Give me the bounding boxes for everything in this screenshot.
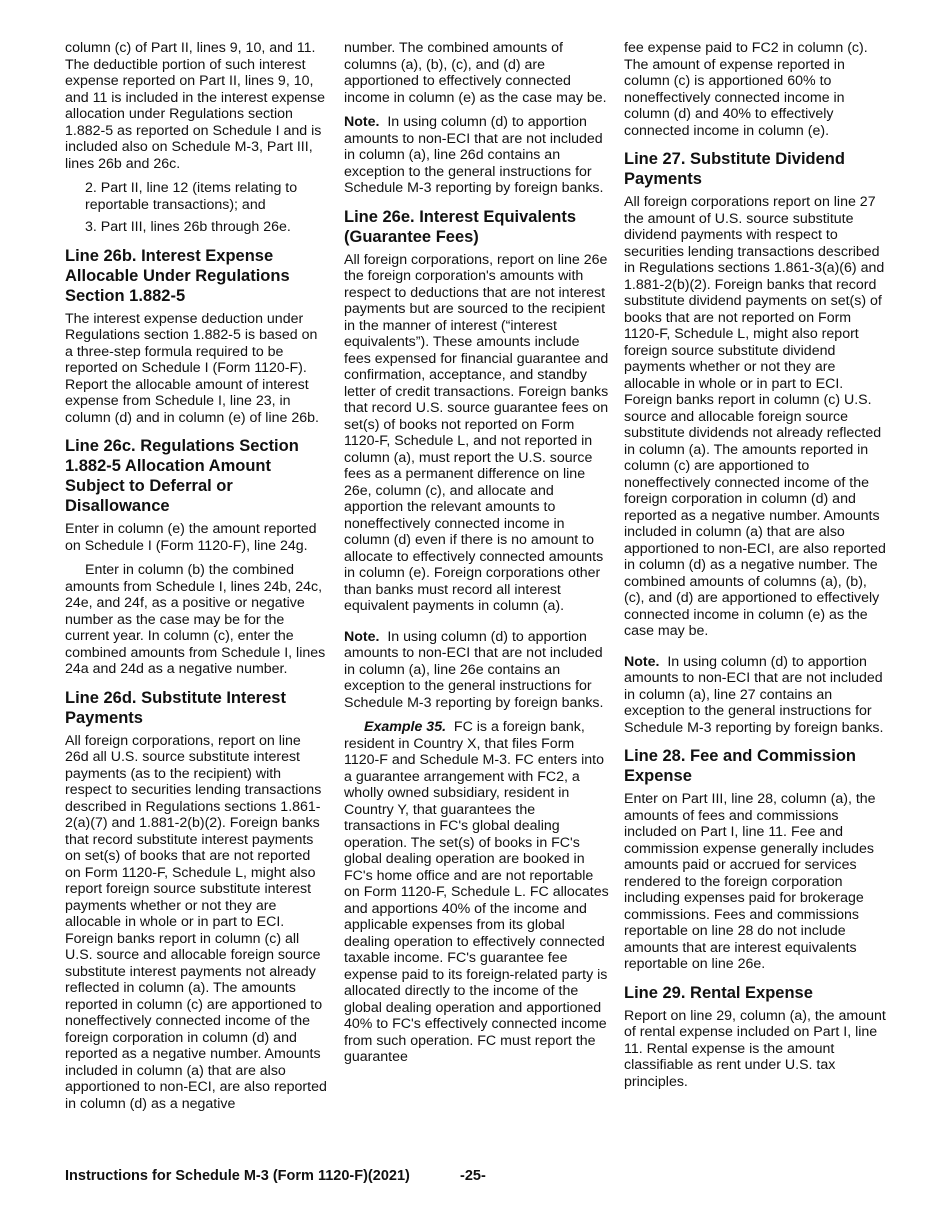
paragraph: number. The combined amounts of columns (a), (b), (c), and (d) are apportioned to effectively connected income in column (e) as the case may be. xyxy=(344,40,607,106)
paragraph: All foreign corporations report on line 27 the amount of U.S. source substitute dividend payments with respect to securities lending transactions described in Regulations sections 1.861-3(a)(6) and 1.881-2(b)(2). Foreign banks that record substitute dividend payments on set(s) of books that are not reported on Form 1120-F, Schedule L, might also report foreign source substitute dividend payments whether or not they are allocable in whole or in part to ECI. Foreign banks report in column (c) U.S. source and allocable foreign source substitute dividends not already reflected in column (a). The amounts reported in column (c) are apportioned to noneffectively connected income of the foreign corporation in column (d) and reported as a negative number. Amounts included in column (a) that are also apportioned to non-ECI, are also reported in column (d) as a negative number. The combined amounts of columns (a), (b), (c), and (d) are apportioned to effectively connected income in column (e) as the case may be. xyxy=(624,194,886,639)
example-label: Example 35. xyxy=(364,719,447,735)
note xyxy=(344,114,609,197)
list-item: 3. Part III, lines 26b through 26e. xyxy=(85,219,291,235)
heading-line-26b: Line 26b. Interest Expense Allocable Under Regulations Section 1.882-5 xyxy=(65,246,290,305)
heading-line-27: Line 27. Substitute Dividend Payments xyxy=(624,150,845,188)
paragraph: All foreign corporations, report on line 26d all U.S. source substitute interest payments (as to the recipient) with respect to securities lending transactions described in Regulations sections 1.861-2(a)(7) and 1.881-2(b)(2). Foreign banks that record substitute interest payments on set(s) of books that are not reported on Form 1120-F, Schedule L, might also report foreign source substitute interest payments whether or not they are allocable in whole or in part to ECI. Foreign banks report in column (c) all U.S. source and allocable foreign source substitute interest payments not already reflected in column (a). The amounts reported in column (c) are apportioned to noneffectively connected income of the foreign corporation in column (d) and reported as a negative number. Amounts included in column (a) that are also apportioned to non-ECI, are also reported in column (d) as a negative xyxy=(65,732,327,1112)
heading-line-26c: Line 26c. Regulations Section 1.882-5 Allocation Amount Subject to Deferral or Disallowance xyxy=(65,437,299,515)
note xyxy=(624,654,889,737)
note-label: Note. xyxy=(344,114,380,130)
note-text: In using column (d) to apportion amounts to non-ECI that are not included in column (a), line 26e contains an exception to the general instructions for Schedule M-3 reporting by foreign banks. xyxy=(344,628,604,711)
heading-line-26d: Line 26d. Substitute Interest Payments xyxy=(65,688,286,727)
note xyxy=(344,629,609,712)
page-footer xyxy=(65,1168,885,1184)
paragraph: column (c) of Part II, lines 9, 10, and 11. The deductible portion of such interest expense reported on Part II, lines 9, 10, and 11 is included in the interest expense allocation under Regulations section 1.882-5 as reported on Schedule I and is included also on Schedule M-3, Part III, lines 26b and 26c. xyxy=(65,40,326,172)
note-label: Note. xyxy=(344,628,380,645)
column-3 xyxy=(624,40,889,1098)
heading-line-29: Line 29. Rental Expense xyxy=(624,983,813,1002)
example xyxy=(344,719,609,1066)
note-text: In using column (d) to apportion amounts to non-ECI that are not included in column (a), line 26d contains an exception to the general instructions for Schedule M-3 reporting by foreign banks. xyxy=(344,114,604,196)
column-2 xyxy=(344,40,609,1074)
paragraph: Enter on Part III, line 28, column (a), the amounts of fees and commissions included on Part I, line 11. Fee and commission expense generally includes amounts paid or accrued for services rendered to the foreign corporation including expenses paid for brokerage commissions. Fees and commissions reportable on line 28 do not include amounts that are interest equivalents reportable on line 26e. xyxy=(624,791,876,972)
footer-title: Instructions for Schedule M-3 (Form 1120-F)(2021) xyxy=(65,1168,410,1184)
note-text: In using column (d) to apportion amounts to non-ECI that are not included in column (a), line 27 contains an exception to the general instructions for Schedule M-3 reporting by foreign banks. xyxy=(624,653,884,736)
paragraph: Enter in column (b) the combined amounts from Schedule I, lines 24b, 24c, 24e, and 24f, as a positive or negative number as the case may be for the current year. In column (c), enter the combined amounts from Schedule I, lines 24a and 24d as a negative number. xyxy=(65,562,326,677)
paragraph: fee expense paid to FC2 in column (c). The amount of expense reported in column (c) is apportioned 60% to noneffectively connected income in column (d) and 40% to effectively connected income in column (e). xyxy=(624,40,868,139)
example-text: FC is a foreign bank, resident in Country X, that files Form 1120-F and Schedule M-3. FC enters into a guarantee arrangement with FC2, a wholly owned subsidiary, resident in Country Y, that guarantees the transactions in FC's global dealing operation. The set(s) of books in FC's global dealing operation are booked in FC's home office and are not reportable on Form 1120-F, Schedule L. FC allocates and apportions 40% of the income and applicable expenses from its global dealing operation to effectively connected taxable income. FC's guarantee fee expense paid to its foreign-related party is allocated directly to the income of the global dealing operation and apportioned 40% to FC's effectively connected income from such operation. FC must report the guarantee xyxy=(344,719,609,1065)
paragraph: The interest expense deduction under Regulations section 1.882-5 is based on a three-step formula required to be reported on Schedule I (Form 1120-F). Report the allocable amount of interest expense from Schedule I, line 23, in column (d) and in column (e) of line 26b. xyxy=(65,310,319,426)
note-label: Note. xyxy=(624,653,660,670)
list-item: 2. Part II, line 12 (items relating to reportable transactions); and xyxy=(85,180,298,213)
page-number: -25- xyxy=(460,1168,486,1184)
heading-line-26e: Line 26e. Interest Equivalents (Guarantee Fees) xyxy=(344,207,576,246)
paragraph: All foreign corporations, report on line 26e the foreign corporation's amounts with respect to deductions that are not interest payments but are sourced to the recipient in the manner of interest (“interest equivalents”). These amounts include fees expensed for financial guarantee and confirmation, acceptance, and standby letter of credit transactions. Foreign banks that record U.S. source guarantee fees on set(s) of books not reported on Form 1120-F, Schedule L, and not reported in column (a), must report the U.S. source fees as a permanent difference on line 26e, column (c), and allocate and apportion the relevant amounts to noneffectively connected income in column (d) even if there is no amount to allocate to effectively connected amounts in column (e). Foreign corporations other than banks must record all interest equivalent payments in column (a). xyxy=(344,251,609,614)
paragraph: Report on line 29, column (a), the amount of rental expense included on Part I, line 11. Rental expense is the amount classifiable as rent under U.S. tax principles. xyxy=(624,1007,886,1090)
column-1 xyxy=(65,40,328,1120)
paragraph: Enter in column (e) the amount reported on Schedule I (Form 1120-F), line 24g. xyxy=(65,521,317,554)
heading-line-28: Line 28. Fee and Commission Expense xyxy=(624,747,856,785)
